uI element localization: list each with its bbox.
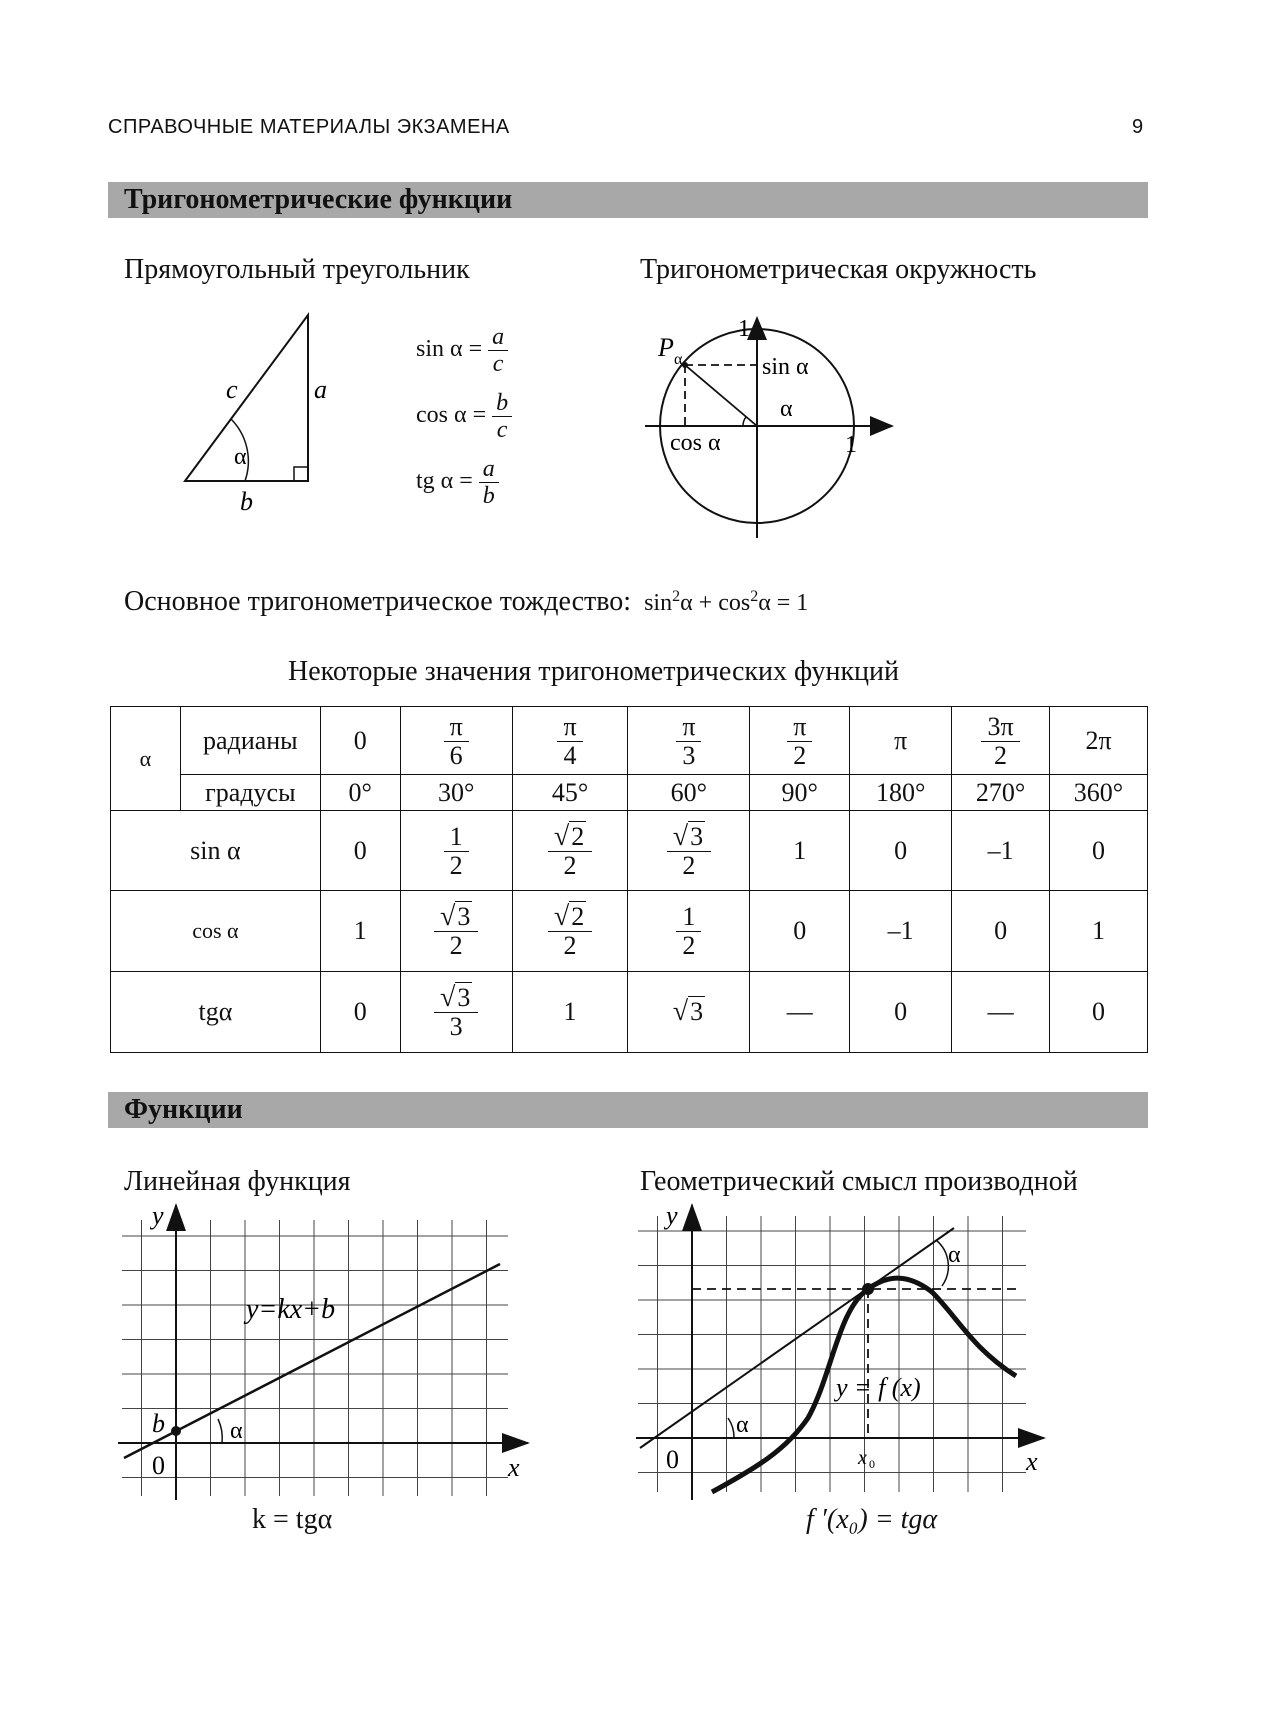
derivative-function-label: y = f (x) [836,1373,921,1402]
table-cell: $\frac{3\pi}{2}$ [952,707,1050,775]
table-cell: 0 [750,891,850,972]
table-cell: –1 [850,891,952,972]
table-cell: 2π [1050,707,1148,775]
triangle-label-c: c [226,375,238,404]
table-cell: — [750,972,850,1053]
table-row-tg [111,972,1148,1053]
derivative-caption: f ′(x₀) = tgα [806,1504,938,1535]
derivative-label-zero: 0 [666,1445,679,1474]
table-row-degrees [111,775,1148,811]
table-row-cos [111,891,1148,972]
table-cell: 1 [1050,891,1148,972]
derivative-label-y: y [666,1201,678,1230]
table-cell: 45° [512,775,628,811]
row-label-sin: sin α [111,811,321,891]
derivative-label-x0: x [858,1447,867,1469]
triangle-label-b: b [240,487,253,516]
triangle-label-a: a [314,375,327,404]
table-cell: 0 [320,972,400,1053]
row-label-tg: tgα [111,972,321,1053]
table-cell: 180° [850,775,952,811]
section-title-functions: Функции [124,1094,243,1125]
table-cell: 60° [628,775,750,811]
derivative-label-alpha-top: α [948,1242,961,1268]
formula-cos: cos α = $\frac{b}{c}$ [416,390,512,443]
linear-label-zero: 0 [152,1451,165,1480]
table-cell: 1 [750,811,850,891]
derivative-label-x: x [1026,1447,1038,1476]
linear-label-b: b [152,1409,165,1438]
linear-heading: Линейная функция [124,1166,351,1197]
table-cell: –1 [952,811,1050,891]
table-cell: $\frac{\pi}{2}$ [750,707,850,775]
section-bar-trig [108,182,1148,218]
table-cell: 0 [850,811,952,891]
table-caption: Некоторые значения тригонометрических функций [288,656,899,687]
page-number: 9 [1132,116,1144,138]
linear-equation: y=kx+b [246,1294,336,1325]
section-title-trig: Тригонометрические функции [124,184,513,215]
table-cell: $\frac{1}{2}$ [628,891,750,972]
table-cell: 360° [1050,775,1148,811]
linear-function-graph [118,1200,538,1520]
identity-text: Основное тригонометрическое тождество: [124,586,632,617]
table-cell: 30° [400,775,512,811]
circle-label-cos: cos α [670,430,721,456]
row-label-degrees: градусы [180,775,320,811]
triangle-heading: Прямоугольный треугольник [124,254,470,285]
table-cell: 270° [952,775,1050,811]
table-cell: $\frac{1}{2}$ [400,811,512,891]
table-cell: $\frac{√3}{3}$ [400,972,512,1053]
circle-label-P: P [658,333,674,362]
table-cell: 0° [320,775,400,811]
table-cell: π [850,707,952,775]
table-row-radians [111,707,1148,775]
table-cell: $\frac{√2}{2}$ [512,891,628,972]
derivative-label-alpha-bottom: α [736,1412,749,1438]
right-triangle-diagram [150,300,380,530]
row-label-radians: радианы [180,707,320,775]
derivative-graph [636,1200,1056,1520]
row-label-cos: cos α [111,891,321,972]
circle-label-alpha: α [780,396,793,422]
formula-tg: tg α = $\frac{a}{b}$ [416,456,499,509]
table-cell: 0 [850,972,952,1053]
circle-label-P-sub: α [674,351,683,368]
circle-label-sin: sin α [762,354,809,380]
identity-formula: $\sin^2\alpha + \cos^2\alpha = 1$ [644,588,809,616]
table-cell: $\frac{\pi}{3}$ [628,707,750,775]
table-cell: 0 [1050,972,1148,1053]
formula-sin: sin α = $\frac{a}{c}$ [416,324,508,377]
circle-heading: Тригонометрическая окружность [640,254,1037,285]
circle-label-one-right: 1 [845,432,857,458]
table-cell: √3 [628,972,750,1053]
table-cell: 0 [320,707,400,775]
table-cell: $\frac{√3}{2}$ [400,891,512,972]
derivative-heading: Геометрический смысл производной [640,1166,1078,1197]
table-cell: 0 [952,891,1050,972]
table-cell: 0 [1050,811,1148,891]
table-cell: 1 [512,972,628,1053]
identity-line [124,586,808,618]
triangle-label-alpha: α [234,444,247,470]
table-cell: 90° [750,775,850,811]
table-cell: $\frac{\pi}{4}$ [512,707,628,775]
table-cell: $\frac{√3}{2}$ [628,811,750,891]
circle-label-one-top: 1 [738,316,750,342]
table-row-sin [111,811,1148,891]
linear-label-x: x [508,1453,520,1482]
linear-label-alpha: α [230,1418,243,1444]
table-cell: — [952,972,1050,1053]
trig-values-table [110,706,1148,1053]
table-cell: $\frac{√2}{2}$ [512,811,628,891]
running-title: СПРАВОЧНЫЕ МАТЕРИАЛЫ ЭКЗАМЕНА [108,116,510,138]
linear-caption: k = tgα [252,1504,333,1535]
linear-label-y: y [152,1201,164,1230]
table-alpha-cell: α [111,707,181,811]
section-bar-functions [108,1092,1148,1128]
derivative-label-x0-sub: 0 [869,1457,875,1471]
table-cell: $\frac{\pi}{6}$ [400,707,512,775]
trig-circle-diagram [630,300,910,550]
table-cell: 0 [320,811,400,891]
table-cell: 1 [320,891,400,972]
